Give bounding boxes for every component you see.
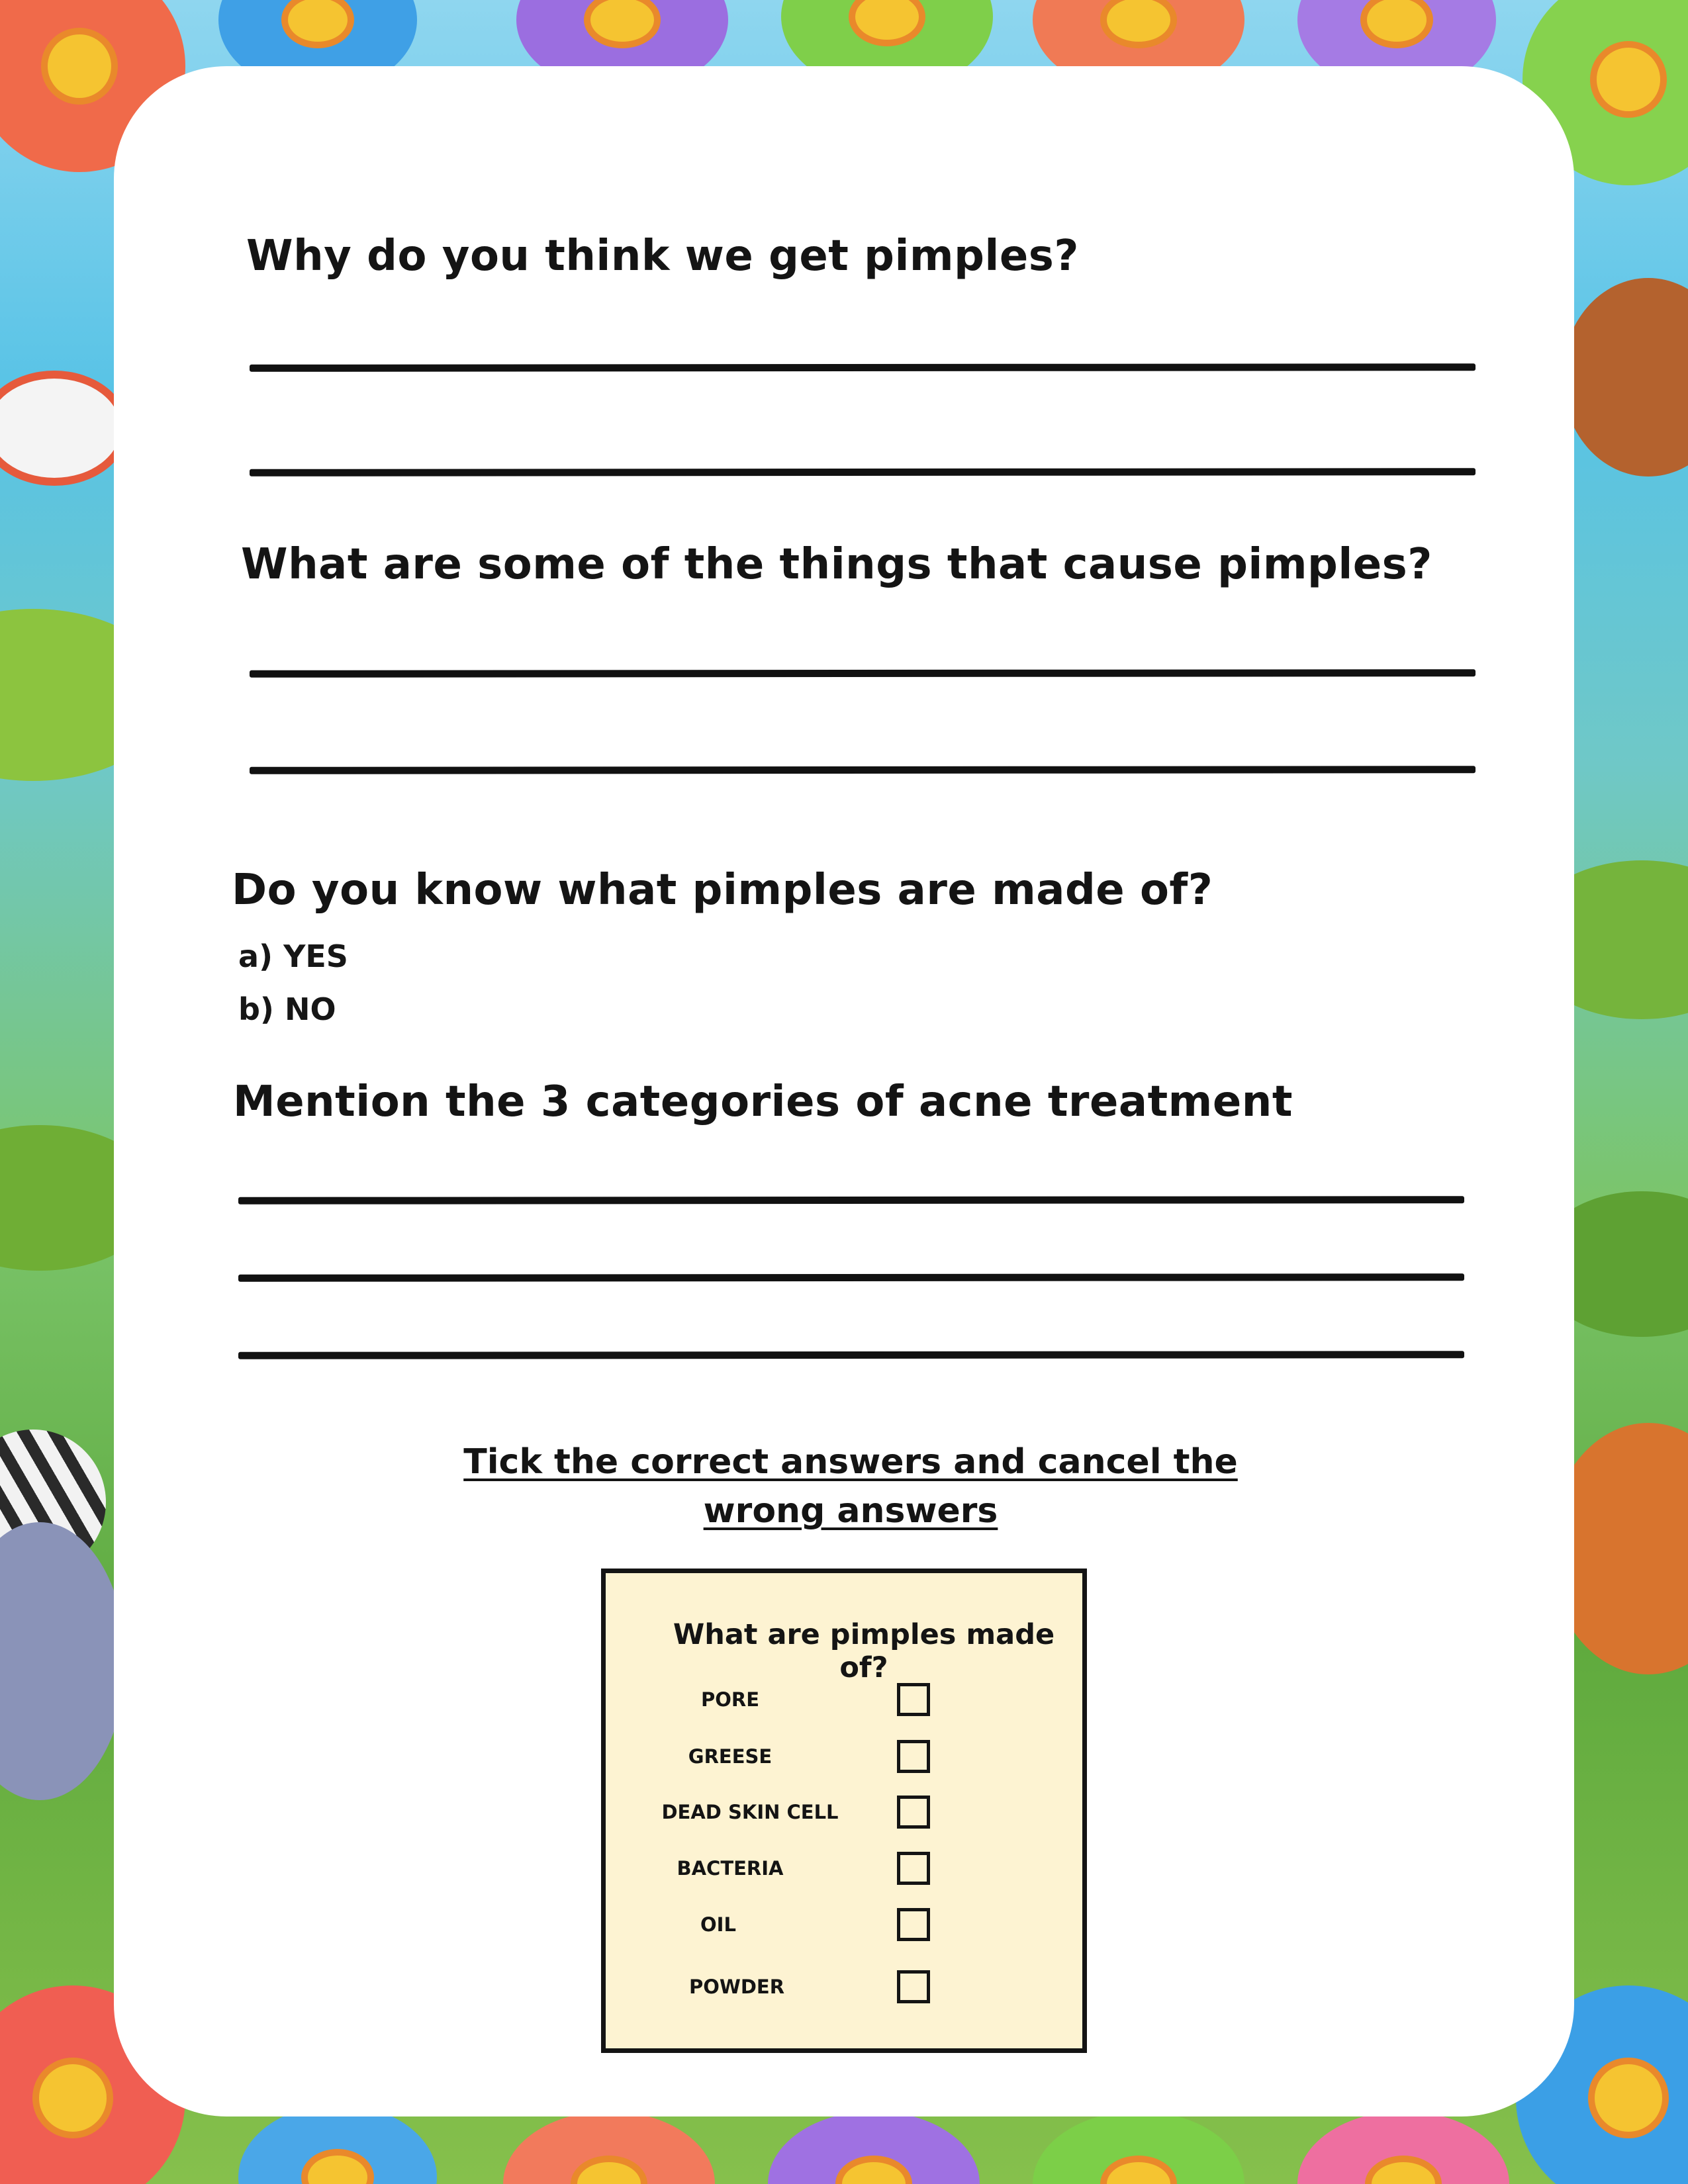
bird-icon: [0, 371, 128, 486]
question-2: What are some of the things that cause pimples?: [241, 540, 1432, 589]
option-no[interactable]: b) NO: [238, 991, 336, 1027]
checkbox[interactable]: [897, 1852, 930, 1885]
answer-line[interactable]: [238, 1351, 1464, 1359]
checkbox[interactable]: [897, 1908, 930, 1941]
check-label: POWDER: [688, 1976, 785, 1998]
elephant-icon: [0, 1522, 126, 1800]
answer-line[interactable]: [250, 766, 1476, 774]
question-3: Do you know what pimples are made of?: [232, 866, 1213, 915]
flower-icon: [503, 2111, 715, 2184]
check-row-bacteria: [606, 1852, 1082, 1886]
check-row-dead-skin-cell: [606, 1796, 1082, 1830]
flower-icon: [1033, 2111, 1244, 2184]
check-row-oil: [606, 1908, 1082, 1942]
option-yes[interactable]: a) YES: [238, 938, 348, 974]
answer-line[interactable]: [238, 1196, 1464, 1205]
answer-line[interactable]: [238, 1273, 1464, 1282]
flower-icon: [238, 2105, 437, 2184]
answer-box-title: What are pimples made of?: [673, 1618, 1055, 1684]
answer-box: [601, 1569, 1087, 2053]
check-label: OIL: [700, 1913, 736, 1936]
answer-line[interactable]: [250, 468, 1476, 477]
instruction-heading: Tick the correct answers and cancel the wrong answers: [463, 1442, 1238, 1531]
checkbox[interactable]: [897, 1740, 930, 1773]
answer-line[interactable]: [250, 363, 1476, 372]
question-1: Why do you think we get pimples?: [246, 232, 1079, 281]
question-4: Mention the 3 categories of acne treatment: [233, 1077, 1293, 1126]
check-label: BACTERIA: [677, 1857, 784, 1880]
flower-icon: [768, 2111, 980, 2184]
check-label: DEAD SKIN CELL: [661, 1801, 839, 1823]
check-label: PORE: [700, 1688, 760, 1711]
answer-line[interactable]: [250, 669, 1476, 678]
lion-icon: [1562, 278, 1688, 477]
check-row-pore: [606, 1683, 1082, 1717]
checkbox[interactable]: [897, 1970, 930, 2003]
check-label: GREESE: [688, 1745, 773, 1768]
checkbox[interactable]: [897, 1683, 930, 1716]
flower-icon: [1297, 2111, 1509, 2184]
check-row-powder: [606, 1970, 1082, 2005]
check-row-greese: [606, 1740, 1082, 1774]
checkbox[interactable]: [897, 1796, 930, 1829]
